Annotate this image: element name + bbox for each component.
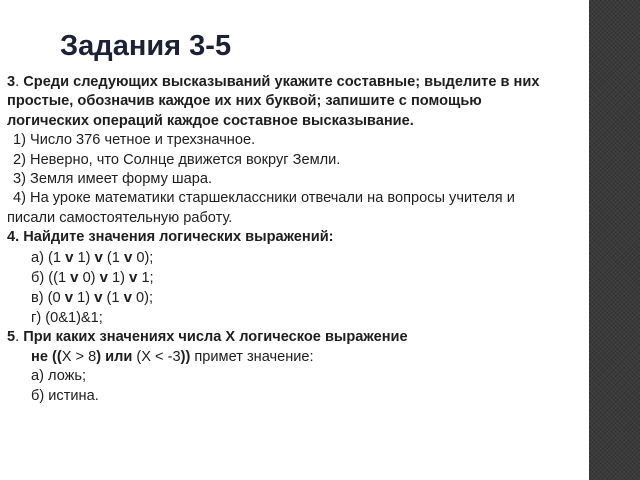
task3-line-1: 3. Среди следующих высказываний укажите составные; выделите в них — [7, 74, 540, 90]
or-symbol: v — [64, 289, 74, 307]
or-symbol: v — [65, 248, 74, 266]
task3-item-4: 4) На уроке математики старшеклассники отвечали на вопросы учителя и — [13, 190, 515, 207]
task3-item-3: 3) Земля имеет форму шара. — [13, 171, 213, 188]
or-symbol: v — [70, 269, 79, 287]
task5-line-1: 5. При каких значениях числа X логическое выражение — [7, 329, 408, 346]
or-symbol: v — [123, 289, 132, 307]
task3-item-2: 2) Неверно, что Солнце движется вокруг Земли. — [13, 151, 341, 168]
task3-heading-3: логических операций каждое составное высказывание. — [7, 112, 414, 129]
task4-item-v: в) (0 v 1) v (1 v 0); — [31, 289, 154, 307]
task4-item-g: г) (0&1)&1; — [31, 309, 103, 326]
task4-heading: 4. Найдите значения логических выражений: — [7, 229, 334, 246]
task3-item-1: 1) Число 376 четное и трехзначное. — [13, 132, 256, 149]
task3-heading-1: Среди следующих высказываний укажите составные; выделите в них — [23, 74, 540, 90]
task5-item-b: б) истина. — [31, 387, 99, 404]
or-symbol: v — [94, 289, 103, 307]
slide-content — [7, 73, 631, 406]
task5-item-a: а) ложь; — [31, 368, 87, 385]
or-symbol: v — [123, 248, 133, 266]
task5-heading: При каких значениях числа X логическое выражение — [23, 329, 408, 346]
task3-item-4-cont: писали самостоятельную работу. — [7, 209, 233, 226]
or-symbol: v — [94, 248, 103, 266]
or-symbol: v — [129, 269, 138, 287]
or-symbol: v — [99, 269, 108, 287]
task4-item-a: а) (1 v 1) v (1 v 0); — [31, 248, 154, 266]
task5-expression: не ((X > 8) или (X < -3)) примет значение: — [31, 348, 314, 365]
task4-item-b: б) ((1 v 0) v 1) v 1; — [31, 269, 154, 287]
task3-heading-2: простые, обозначив каждое их них буквой; запишите с помощью — [7, 93, 482, 110]
task5-number: 5 — [7, 329, 16, 346]
task3-number: 3 — [7, 74, 16, 90]
slide-title: Задания 3-5 — [60, 30, 232, 62]
